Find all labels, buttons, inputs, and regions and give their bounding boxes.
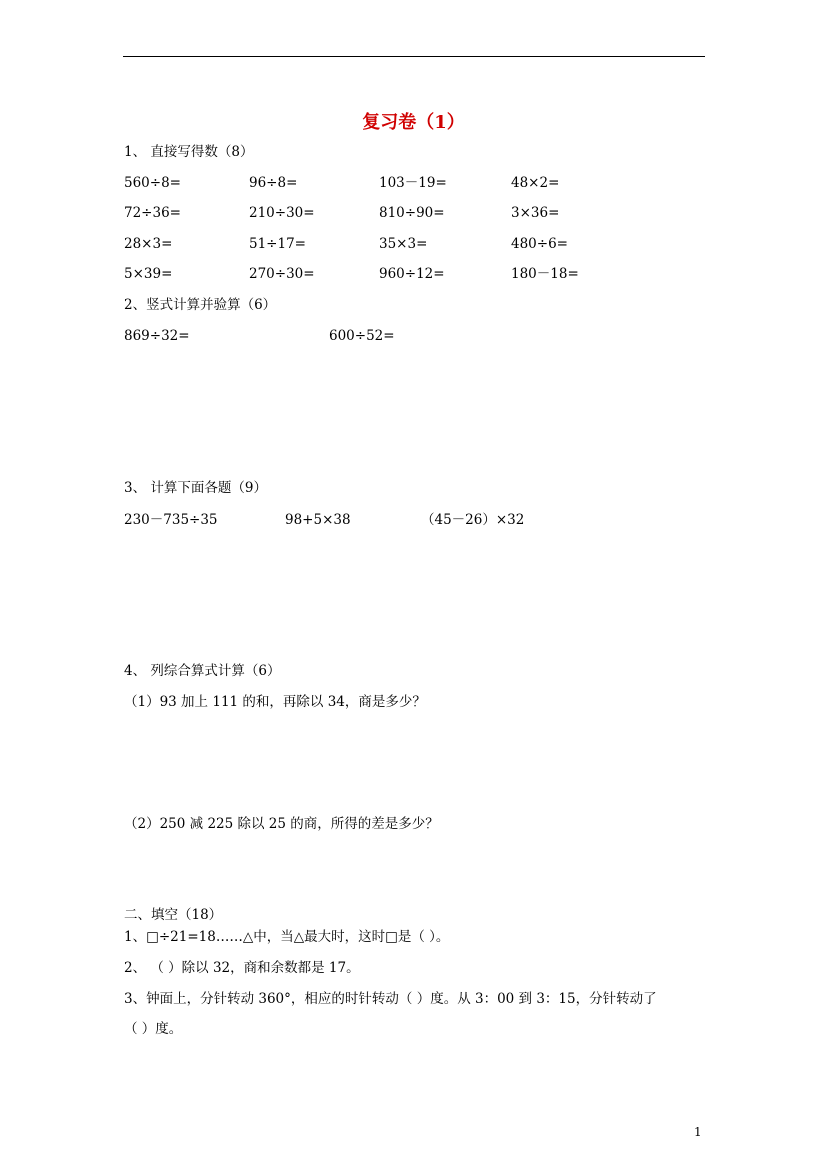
section-4-heading: 4、 列综合算式计算（6） — [124, 663, 281, 679]
part2-question-2: 2、 （ ）除以 32，商和余数都是 17。 — [124, 960, 360, 976]
s1-r2-c2: 210÷30= — [249, 205, 315, 221]
s2-item-2: 600÷52= — [329, 328, 395, 344]
s1-r3-c1: 28×3= — [124, 236, 173, 252]
section-1-heading: 1、 直接写得数（8） — [124, 144, 254, 160]
page-number: 1 — [694, 1125, 702, 1139]
s4-question-2: （2）250 减 225 除以 25 的商，所得的差是多少？ — [124, 816, 439, 832]
s1-r1-c3: 103－19= — [379, 175, 447, 191]
section-2-heading: 2、竖式计算并验算（6） — [124, 297, 277, 313]
part-2-heading: 二、填空（18） — [124, 907, 223, 923]
s1-r1-c1: 560÷8= — [124, 175, 181, 191]
s1-r3-c2: 51÷17= — [249, 236, 306, 252]
s3-item-3: （45－26）×32 — [421, 512, 525, 528]
s3-item-1: 230－735÷35 — [124, 512, 218, 528]
s1-r4-c1: 5×39= — [124, 266, 173, 282]
section-3-heading: 3、 计算下面各题（9） — [124, 480, 267, 496]
s1-r1-c2: 96÷8= — [249, 175, 298, 191]
part2-question-1: 1、□÷21=18……△中，当△最大时，这时□是（ ）。 — [124, 929, 450, 945]
header-rule — [123, 56, 705, 57]
s1-r4-c4: 180－18= — [511, 266, 579, 282]
s1-r2-c4: 3×36= — [511, 205, 560, 221]
s1-r3-c3: 35×3= — [379, 236, 428, 252]
s1-r2-c1: 72÷36= — [124, 205, 181, 221]
part2-question-3-line-2: （ ）度。 — [124, 1021, 183, 1037]
page-title: 复习卷（1） — [362, 112, 465, 133]
s1-r4-c2: 270÷30= — [249, 266, 315, 282]
s1-r3-c4: 480÷6= — [511, 236, 568, 252]
s2-item-1: 869÷32= — [124, 328, 190, 344]
s4-question-1: （1）93 加上 111 的和，再除以 34，商是多少？ — [124, 694, 426, 710]
s1-r1-c4: 48×2= — [511, 175, 560, 191]
s1-r2-c3: 810÷90= — [379, 205, 445, 221]
part2-question-3-line-1: 3、钟面上，分针转动 360°，相应的时针转动（ ）度。从 3：00 到 3：15，分针转动了 — [124, 991, 657, 1007]
s1-r4-c3: 960÷12= — [379, 266, 445, 282]
s3-item-2: 98+5×38 — [285, 512, 351, 528]
